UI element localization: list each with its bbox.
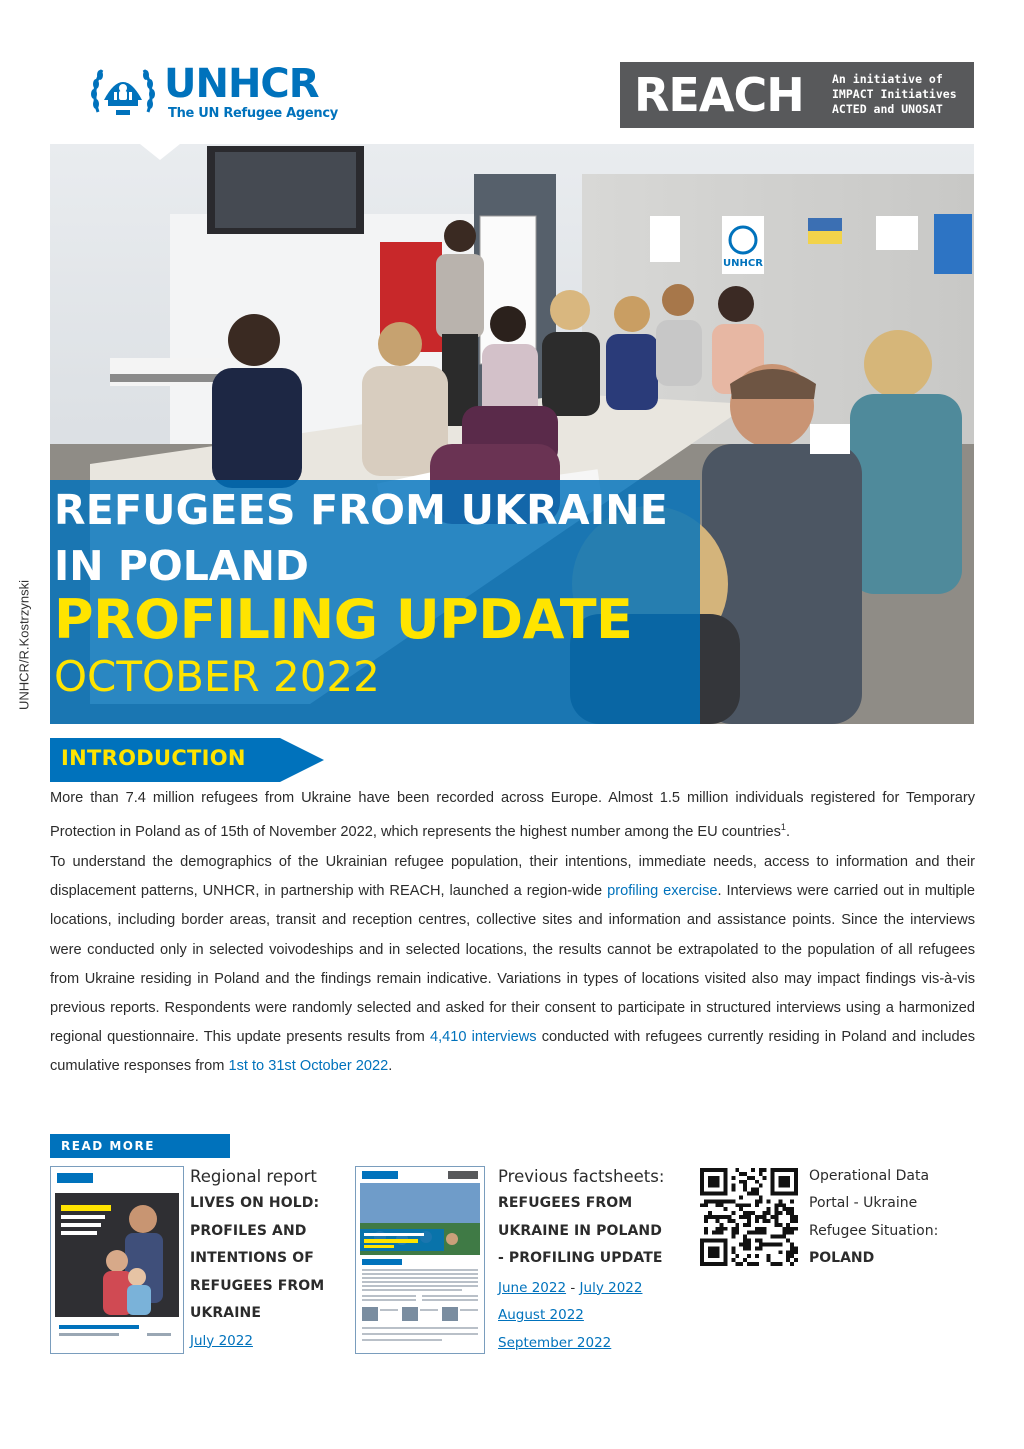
intro-paragraph-1: More than 7.4 million refugees from Ukraine have been recorded across Europe. Almost 1.5 million individuals registered for Temporary Protection in Poland as of 15th of November 2022, which represents the highest number among the EU countries$^1$.	[50, 790, 975, 841]
hero-title-box	[50, 480, 700, 724]
factsheet-link-august[interactable]: August 2022	[498, 1307, 584, 1323]
regional-title-line: REFUGEES FROM	[190, 1277, 325, 1294]
report-title-line-1: REFUGEES FROM UKRAINE	[54, 486, 668, 534]
previous-factsheets-info	[498, 1163, 688, 1357]
date-range-link[interactable]: 1st to 31st October 2022	[228, 1058, 389, 1075]
interviews-count-link[interactable]: 4,410 interviews	[429, 1029, 537, 1046]
factsheet-link-july[interactable]: July 2022	[579, 1279, 643, 1296]
factsheet-cover	[356, 1167, 484, 1353]
factsheet-title-line: REFUGEES FROM	[498, 1195, 633, 1211]
portal-text-line: Operational Data	[809, 1168, 930, 1184]
previous-factsheets-heading: Previous factsheets:	[498, 1167, 665, 1186]
intro-heading: INTRODUCTION	[61, 746, 246, 770]
poster-unhcr-text: UNHCR	[723, 258, 763, 269]
portal-country: POLAND	[809, 1249, 875, 1266]
factsheet-thumbnail[interactable]	[355, 1166, 485, 1354]
intro-paragraph-2: To understand the demographics of the Ukrainian refugee population, their intentions, immediate needs, access to information and their displacement patterns, UNHCR, in partnership with REACH, launched a region-wide profiling exercise. Interviews were carried out in multiple locations, including border areas, transit and reception centres, collective sites and information and assistance points. Since the interviews were conducted only in selected voivodeships and in selected locations, the results cannot be extrapolated to the population of all refugees from Ukraine residing in Poland and the findings remain indicative. Variations in types of locations visited also may impact findings vis-à-vis previous reports. Respondents were randomly selected and asked for their consent to participate in structured interviews using a harmonized regional questionnaire. This update presents results from 4,410 interviews conducted with refugees currently residing in Poland and includes cumulative responses from 1st to 31st October 2022.	[50, 854, 976, 1075]
unhcr-logo	[88, 60, 348, 124]
regional-report-info	[190, 1163, 350, 1355]
profiling-exercise-link[interactable]: profiling exercise	[607, 883, 718, 900]
report-title-line-2: IN POLAND	[54, 542, 309, 590]
operational-portal-info	[809, 1163, 969, 1272]
intro-banner	[50, 738, 324, 782]
read-more-label: READ MORE	[50, 1134, 230, 1158]
reach-logo	[620, 62, 974, 128]
photo-credit: UNHCR/R.Kostrzynski	[16, 579, 32, 711]
regional-report-link[interactable]: July 2022	[190, 1332, 253, 1349]
report-subtitle: PROFILING UPDATE	[54, 588, 633, 651]
portal-text-line: Portal - Ukraine	[809, 1195, 918, 1212]
regional-report-heading: Regional report	[190, 1167, 317, 1186]
unhcr-wordmark: UNHCR	[164, 61, 319, 107]
qr-code-icon	[700, 1168, 798, 1266]
regional-title-line: UKRAINE	[190, 1305, 262, 1321]
unhcr-tagline: The UN Refugee Agency	[168, 106, 338, 121]
qr-code[interactable]	[700, 1168, 798, 1266]
factsheet-link-september[interactable]: September 2022	[498, 1334, 612, 1351]
portal-text-line: Refugee Situation:	[809, 1222, 939, 1239]
factsheet-title-line: - PROFILING UPDATE	[498, 1250, 663, 1266]
factsheet-title-line: UKRAINE IN POLAND	[498, 1222, 662, 1239]
factsheet-link-june[interactable]: June 2022	[498, 1279, 567, 1296]
unhcr-emblem-icon	[88, 60, 158, 124]
reach-subtitle: An initiative of IMPACT Initiatives ACTED and UNOSAT	[832, 72, 957, 116]
regional-report-cover	[51, 1167, 183, 1353]
footnote-marker: 1	[780, 822, 786, 833]
regional-title-line: INTENTIONS OF	[190, 1250, 314, 1266]
regional-report-thumbnail[interactable]	[50, 1166, 184, 1354]
reach-wordmark: REACH	[634, 68, 804, 122]
regional-title-line: LIVES ON HOLD:	[190, 1195, 320, 1211]
link-separator: -	[566, 1279, 580, 1296]
report-date: OCTOBER 2022	[54, 652, 380, 701]
regional-title-line: PROFILES AND	[190, 1222, 307, 1239]
